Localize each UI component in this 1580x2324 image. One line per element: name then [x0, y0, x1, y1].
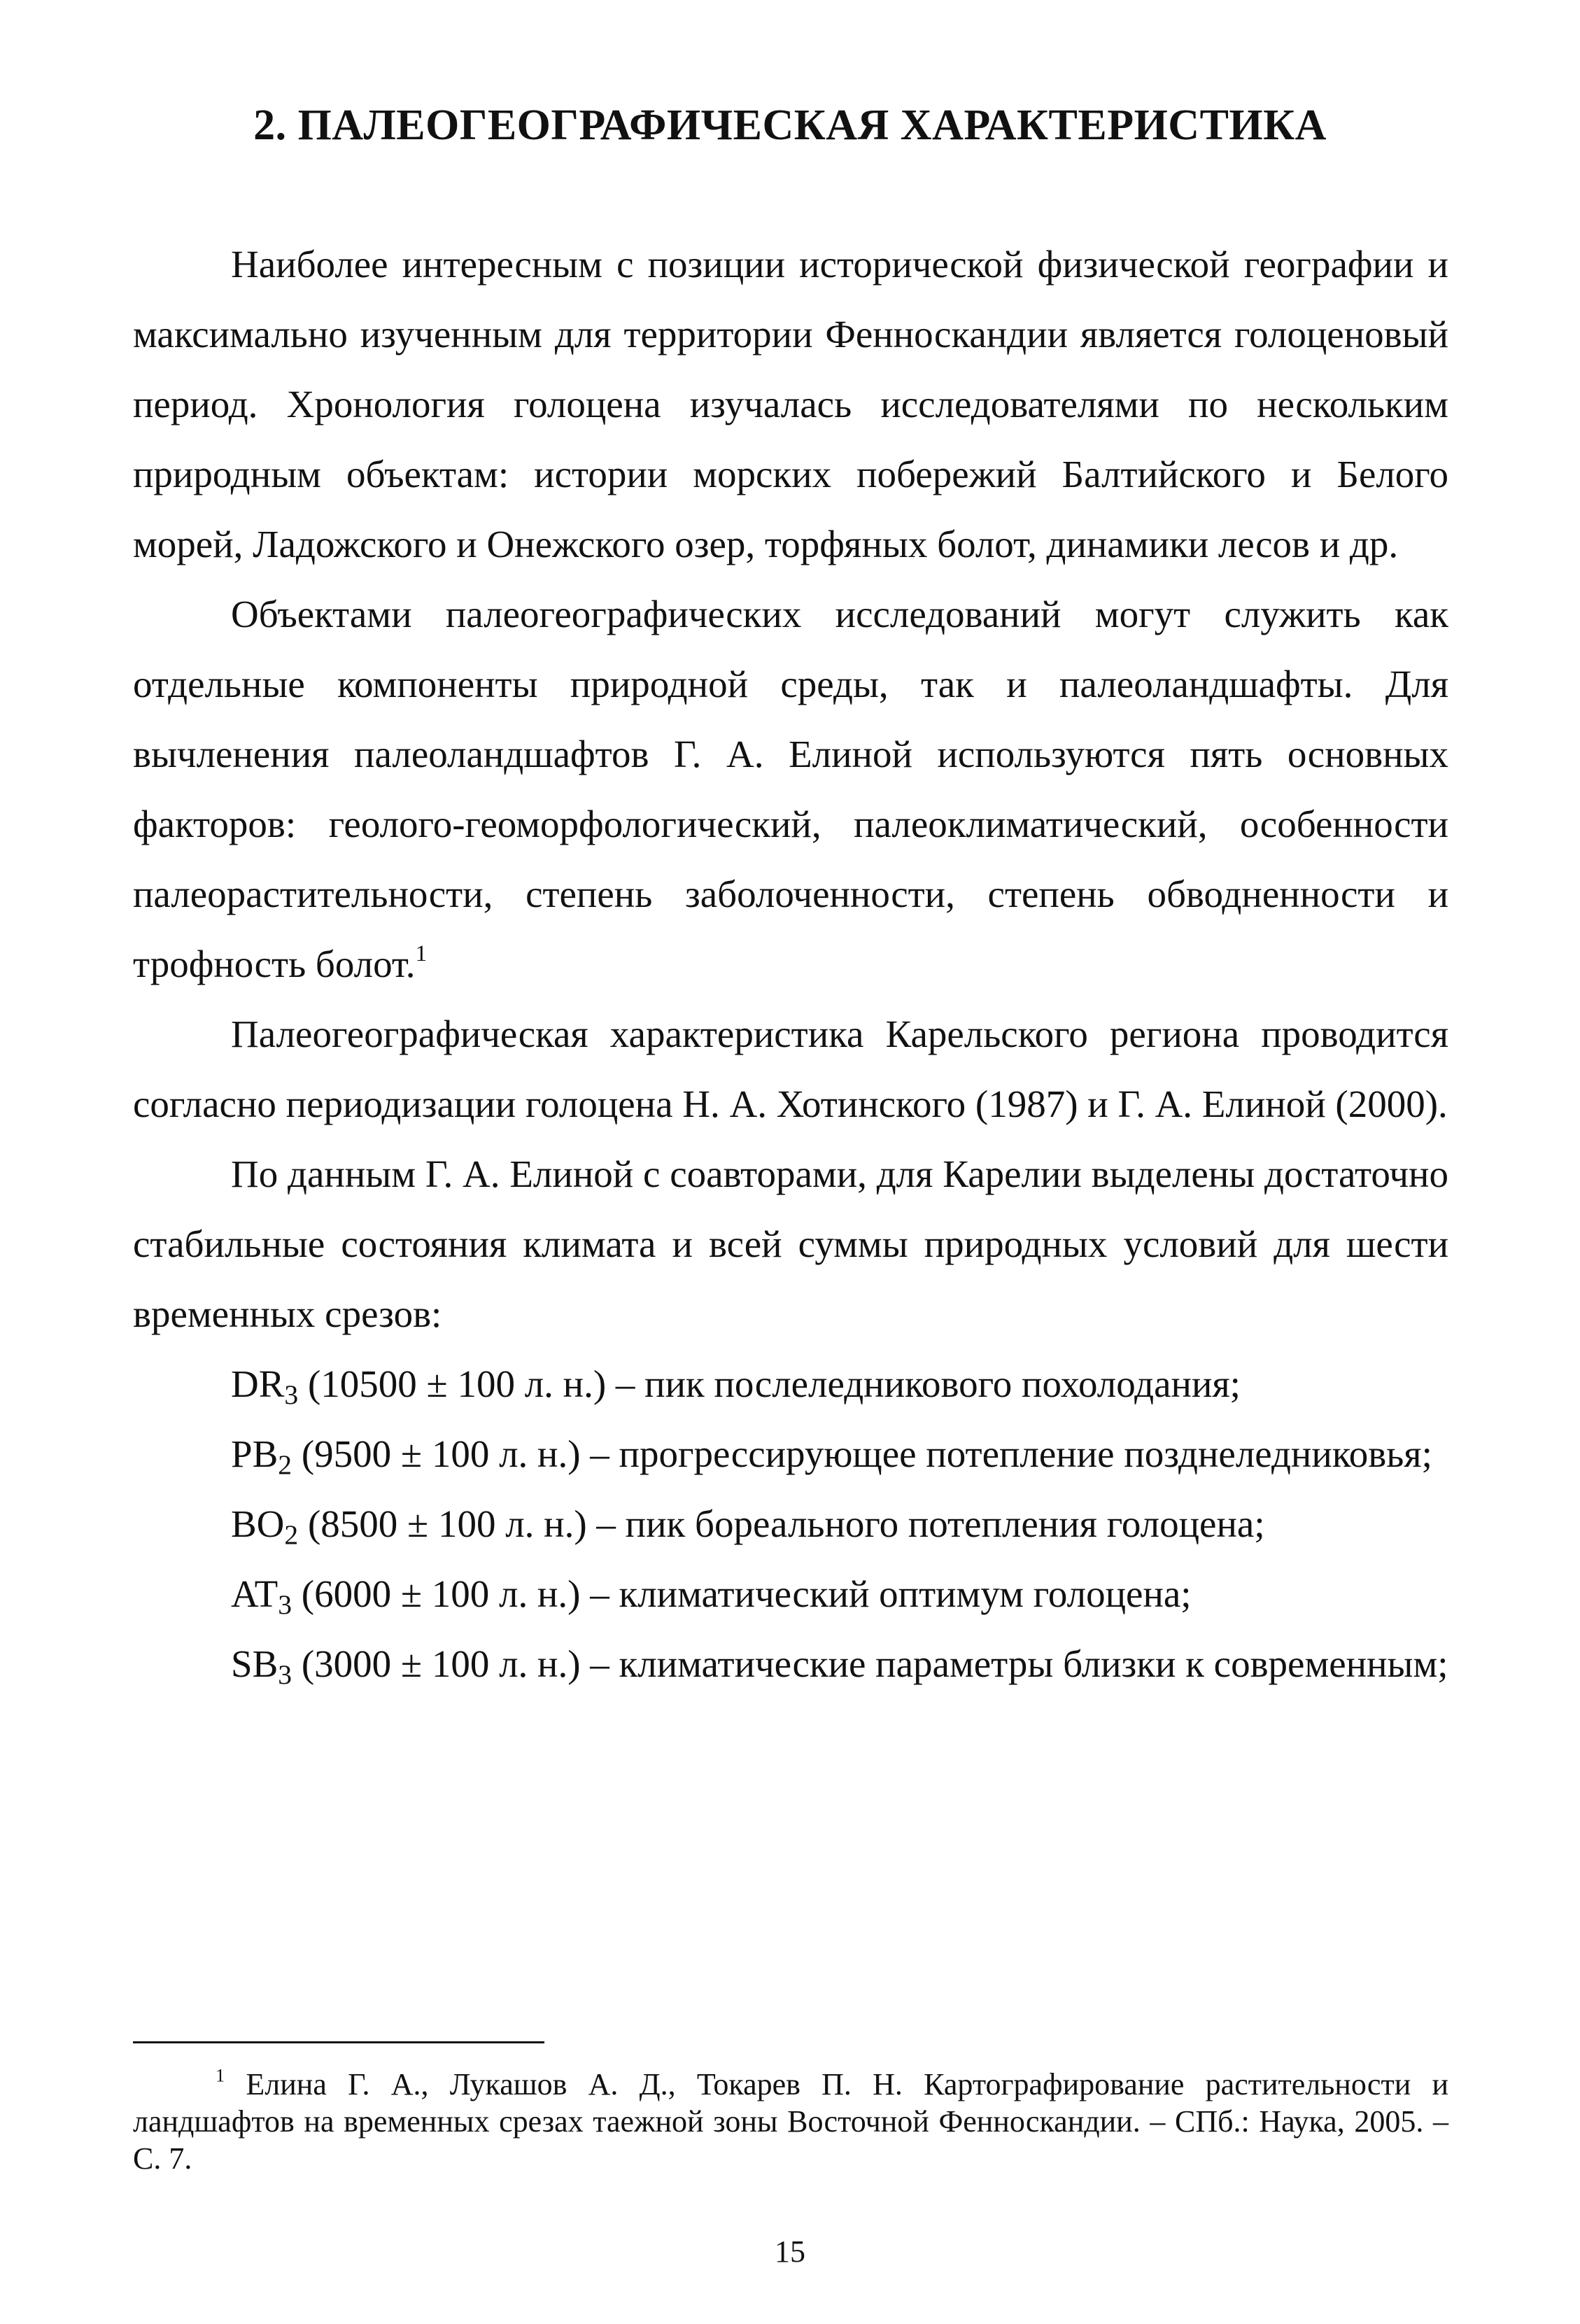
period-code: DR	[231, 1362, 285, 1405]
period-code: SB	[231, 1642, 278, 1685]
period-index: 2	[284, 1519, 299, 1550]
period-description: (9500 ± 100 л. н.) – прогрессирующее потепление позднеледниковья;	[292, 1432, 1432, 1475]
period-index: 3	[278, 1659, 292, 1690]
paragraph: Палеогеографическая характеристика Карельского региона проводится согласно периодизации голоцена Н. А. Хотинского (1987) и Г. А. Елиной (2000).	[133, 1013, 1448, 1125]
period-code: AT	[231, 1572, 278, 1615]
period-description: (10500 ± 100 л. н.) – пик послеледникового похолодания;	[298, 1362, 1241, 1405]
period-description: (6000 ± 100 л. н.) – климатический оптимум голоцена;	[292, 1572, 1192, 1615]
footnote-reference: 1	[415, 941, 428, 966]
period-index: 3	[284, 1379, 299, 1410]
main-text	[133, 230, 1448, 1699]
footnote-mark: 1	[216, 2064, 225, 2086]
page-number: 15	[775, 2234, 805, 2269]
period-item	[133, 1489, 1448, 1559]
paragraph-text: Объектами палеогеографических исследований могут служить как отдельные компоненты природной среды, так и палеоландшафты. Для вычленения палеоландшафтов Г. А. Елиной используются пять основных факторов: геолого-геоморфологический, палеоклиматический, особенности палеорастительности, степень заболоченности, степень обводненности и трофность болот.	[133, 593, 1448, 985]
paragraph: Наиболее интересным с позиции исторической физической географии и максимально изученным для территории Фенноскандии является голоценовый период. Хронология голоцена изучалась исследователями по нескольким природным объектам: истории морских побережий Балтийского и Белого морей, Ладожского и Онежского озер, торфяных болот, динамики лесов и др.	[133, 243, 1448, 565]
period-item	[133, 1419, 1448, 1489]
paragraph	[133, 579, 1448, 999]
period-index: 3	[278, 1589, 292, 1620]
section-title: 2. ПАЛЕОГЕОГРАФИЧЕСКАЯ ХАРАКТЕРИСТИКА	[253, 101, 1327, 149]
period-description: (3000 ± 100 л. н.) – климатические параметры близки к современным;	[292, 1642, 1448, 1685]
period-index: 2	[278, 1449, 292, 1480]
footnote-citation: Елина Г. А., Лукашов А. Д., Токарев П. Н. Картографирование растительности и ландшафтов на временных срезах таежной зоны Восточной Фенноскандии. – СПб.: Наука, 2005. – С. 7.	[133, 2067, 1448, 2176]
footnote	[133, 2066, 1448, 2177]
footnote-text	[133, 2066, 1448, 2177]
footnote-divider	[133, 2041, 544, 2043]
period-description: (8500 ± 100 л. н.) – пик бореального потепления голоцена;	[298, 1502, 1265, 1545]
period-item	[133, 1349, 1448, 1419]
period-code: PB	[231, 1432, 278, 1475]
paragraph: По данным Г. А. Елиной с соавторами, для Карелии выделены достаточно стабильные состояния климата и всей суммы природных условий для шести временных срезов:	[133, 1153, 1448, 1335]
period-code: BO	[231, 1502, 285, 1545]
period-item	[133, 1629, 1448, 1699]
period-item	[133, 1559, 1448, 1629]
